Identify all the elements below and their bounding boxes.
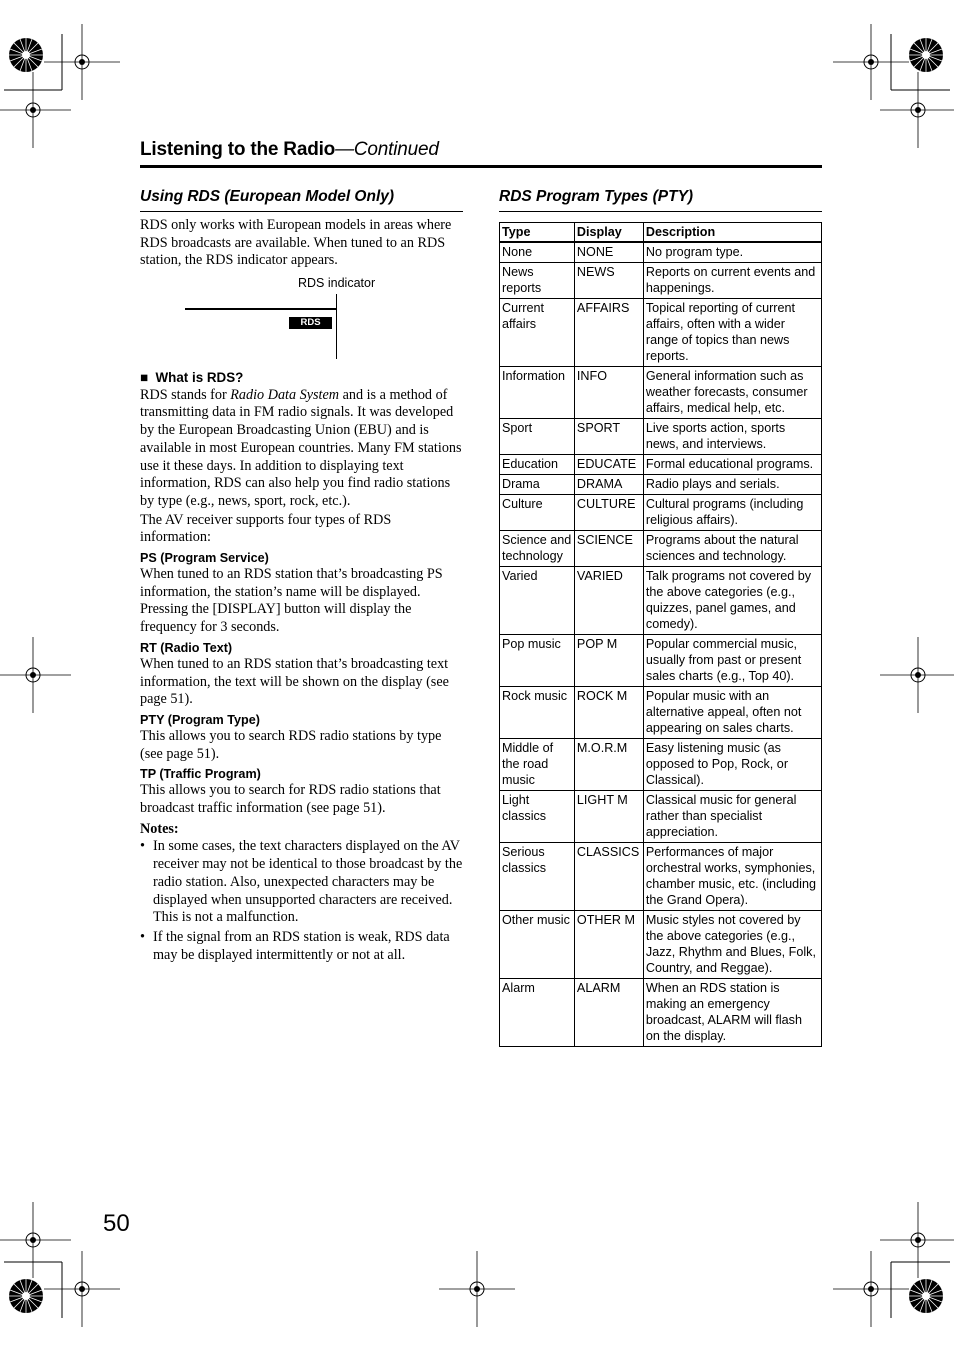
page-title [140, 139, 439, 161]
cell-description: Live sports action, sports news, and interviews. [643, 419, 821, 455]
what-is-rds-heading [140, 369, 464, 387]
cell-type: News reports [500, 263, 575, 299]
column-header-type: Type [500, 223, 575, 243]
table-row [500, 367, 822, 419]
cell-description: Easy listening music (as opposed to Pop, Rock, or Classical). [643, 739, 821, 791]
cell-type: Culture [500, 495, 575, 531]
ps-heading: PS (Program Service) [140, 551, 269, 566]
sunburst-mark-icon [909, 38, 943, 72]
what-is-text-post: and is a method of transmitting data in FM radio signals. It was developed by the European Broadcasting Union (EBU) and is available in most European countries. Many FM stations use it these days. In addition to displaying text information, RDS can also help you find radio stations by type (e.g., news, sport, rock, etc.). [140, 386, 462, 509]
pty-table [499, 222, 822, 1047]
cell-display: VARIED [574, 567, 643, 635]
cell-type: Sport [500, 419, 575, 455]
crosshair-mark-icon [0, 1202, 71, 1278]
table-row [500, 843, 822, 911]
cell-description: No program type. [643, 242, 821, 263]
table-row [500, 455, 822, 475]
cell-display: CLASSICS [574, 843, 643, 911]
cell-type: Rock music [500, 687, 575, 739]
cell-type: Varied [500, 567, 575, 635]
cell-description: Formal educational programs. [643, 455, 821, 475]
figure-pointer-line [336, 294, 337, 359]
section-rule-right [499, 211, 822, 212]
supports-text: The AV receiver supports four types of RDS information: [140, 511, 392, 546]
cell-display: CULTURE [574, 495, 643, 531]
table-row [500, 299, 822, 367]
cell-type: Education [500, 455, 575, 475]
crosshair-mark-icon [0, 72, 71, 148]
note-text: In some cases, the text characters displayed on the AV receiver may not be identical to those broadcast by the radio station. Also, unexpected characters may be displayed when unsupported characters are received. This is not a malfunction. [153, 838, 463, 926]
cell-display: DRAMA [574, 475, 643, 495]
section-rule-left [140, 211, 463, 212]
section-heading-using-rds: Using RDS (European Model Only) [140, 188, 395, 205]
table-header-row [500, 223, 822, 243]
note-item [140, 838, 464, 927]
cell-display: ROCK M [574, 687, 643, 739]
intro-paragraph [140, 217, 464, 270]
table-row [500, 911, 822, 979]
what-is-rds-body [140, 387, 464, 511]
cell-description: Popular commercial music, usually from past or present sales charts (e.g., Top 40). [643, 635, 821, 687]
table-row [500, 791, 822, 843]
table-row [500, 687, 822, 739]
cell-description: When an RDS station is making an emergency broadcast, ALARM will flash on the display. [643, 979, 821, 1047]
cell-description: Reports on current events and happenings. [643, 263, 821, 299]
rds-indicator-badge: RDS [289, 317, 332, 329]
cell-description: Classical music for general rather than specialist appreciation. [643, 791, 821, 843]
table-row [500, 242, 822, 263]
cell-display: AFFAIRS [574, 299, 643, 367]
sunburst-mark-icon [9, 1279, 43, 1313]
cell-description: Performances of major orchestral works, symphonies, chamber music, etc. (including the Grand Opera). [643, 843, 821, 911]
cell-type: Information [500, 367, 575, 419]
figure-display-line [185, 308, 337, 310]
note-item [140, 929, 464, 964]
cell-display: NEWS [574, 263, 643, 299]
note-text: If the signal from an RDS station is weak, RDS data may be displayed intermittently or not at all. [153, 928, 450, 963]
cell-display: ALARM [574, 979, 643, 1047]
cell-display: NONE [574, 242, 643, 263]
cell-description: Topical reporting of current affairs, often with a wider range of topics than news reports. [643, 299, 821, 367]
cell-display: SPORT [574, 419, 643, 455]
table-row [500, 495, 822, 531]
cell-description: General information such as weather forecasts, consumer affairs, medical help, etc. [643, 367, 821, 419]
cell-type: Light classics [500, 791, 575, 843]
cell-display: SCIENCE [574, 531, 643, 567]
cell-display: POP M [574, 635, 643, 687]
tp-heading: TP (Traffic Program) [140, 767, 261, 782]
table-row [500, 475, 822, 495]
sunburst-mark-icon [909, 1279, 943, 1313]
cell-display: OTHER M [574, 911, 643, 979]
rt-heading: RT (Radio Text) [140, 640, 233, 655]
section-heading-pty: RDS Program Types (PTY) [499, 188, 694, 205]
table-row [500, 739, 822, 791]
cell-display: EDUCATE [574, 455, 643, 475]
cell-type: Serious classics [500, 843, 575, 911]
cell-type: Pop music [500, 635, 575, 687]
rds-indicator-label: RDS indicator [298, 276, 376, 290]
bullet-icon: • [140, 838, 145, 855]
table-row [500, 263, 822, 299]
ps-text: When tuned to an RDS station that’s broadcasting PS information, the station’s name will be displayed. Pressing the [DISPLAY] button will display the frequency for 3 seconds. [140, 566, 443, 636]
square-bullet-icon: ■ [140, 370, 149, 385]
notes-label: Notes: [140, 820, 179, 837]
tp-text: This allows you to search for RDS radio stations that broadcast traffic information (see page 51). [140, 782, 441, 817]
column-header-display: Display [574, 223, 643, 243]
cell-description: Talk programs not covered by the above categories (e.g., quizzes, panel games, and comedy). [643, 567, 821, 635]
table-row [500, 979, 822, 1047]
cell-type: Current affairs [500, 299, 575, 367]
cell-description: Music styles not covered by the above categories (e.g., Jazz, Rhythm and Blues, Folk, Country, and Reggae). [643, 911, 821, 979]
cell-display: INFO [574, 367, 643, 419]
sunburst-mark-icon [9, 38, 43, 72]
cell-type: Alarm [500, 979, 575, 1047]
column-header-description: Description [643, 223, 821, 243]
pty-heading: PTY (Program Type) [140, 712, 260, 727]
rt-text: When tuned to an RDS station that’s broadcasting text information, the text will be shown on the display (see page 51). [140, 655, 449, 708]
cell-display: M.O.R.M [574, 739, 643, 791]
what-is-rds-section [140, 369, 464, 964]
cell-description: Popular music with an alternative appeal, often not appearing on sales charts. [643, 687, 821, 739]
cell-type: Science and technology [500, 531, 575, 567]
title-rule [140, 165, 822, 168]
cell-description: Cultural programs (including religious affairs). [643, 495, 821, 531]
cell-description: Programs about the natural sciences and technology. [643, 531, 821, 567]
table-row [500, 531, 822, 567]
table-row [500, 635, 822, 687]
intro-text: RDS only works with European models in areas where RDS broadcasts are available. When tuned to an RDS station, the RDS indicator appears. [140, 217, 452, 269]
cell-type: Drama [500, 475, 575, 495]
pty-text: This allows you to search RDS radio stations by type (see page 51). [140, 727, 442, 762]
cell-display: LIGHT M [574, 791, 643, 843]
what-is-text-pre: RDS stands for [140, 386, 231, 403]
cell-description: Radio plays and serials. [643, 475, 821, 495]
page-title-text: Listening to the Radio [140, 139, 336, 160]
table-row [500, 567, 822, 635]
crosshair-mark-icon [44, 24, 120, 100]
what-is-text-italic: Radio Data System [230, 386, 340, 403]
cell-type: None [500, 242, 575, 263]
cell-type: Middle of the road music [500, 739, 575, 791]
page-number: 50 [103, 1210, 130, 1237]
page-title-continued: —Continued [335, 139, 439, 160]
bullet-icon: • [140, 928, 145, 945]
cell-type: Other music [500, 911, 575, 979]
crosshair-mark-icon [833, 24, 909, 100]
crosshair-mark-icon [0, 637, 71, 713]
what-is-rds-heading-text: What is RDS? [155, 370, 244, 385]
crosshair-mark-icon [880, 637, 954, 713]
table-row [500, 419, 822, 455]
crosshair-mark-icon [439, 1251, 515, 1327]
